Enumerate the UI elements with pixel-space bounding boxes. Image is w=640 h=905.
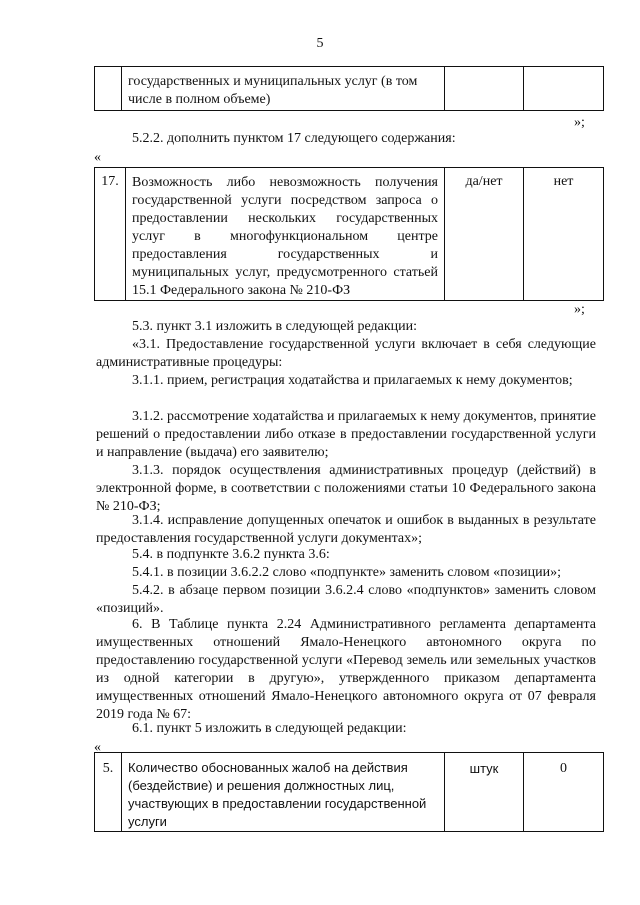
table-cell-unit [445, 753, 524, 832]
page-number: 5 [316, 36, 324, 51]
table-cell-value [524, 753, 604, 832]
table-cell-num [95, 168, 126, 301]
item-number: 5. [102, 761, 114, 776]
item-unit: штук [469, 761, 499, 776]
paragraph: 3.1.2. рассмотрение ходатайства и прилагаемых к нему документов, принятие решений о предоставлении либо отказе в предоставлении государственной услуги и направление (выдача) его заявителю; [96, 409, 596, 460]
table-cell-text-content: государственных и муниципальных услуг (в том числе в полном объеме) [128, 74, 418, 107]
paragraph: «3.1. Предоставление государственной услуги включает в себя следующие административные процедуры: [96, 337, 596, 370]
item-value: нет [553, 174, 574, 189]
table-cell-text [126, 168, 445, 301]
paragraph: 5.4. в подпункте 3.6.2 пункта 3.6: [132, 547, 330, 562]
paragraph-5-2-2: 5.2.2. дополнить пунктом 17 следующего содержания: [132, 131, 456, 146]
table-row [95, 67, 604, 111]
item-value: 0 [560, 761, 567, 776]
opening-quote: « [94, 740, 101, 755]
table-cell-value [524, 67, 604, 111]
paragraph: 5.3. пункт 3.1 изложить в следующей редакции: [132, 319, 417, 334]
closing-quote: »; [574, 115, 585, 130]
paragraph: 3.1.4. исправление допущенных опечаток и ошибок в выданных в результате предоставления государственной услуги документах»; [96, 513, 596, 546]
paragraph: 5.4.1. в позиции 3.6.2.2 слово «подпункте» заменить словом «позиции»; [132, 565, 561, 580]
paragraph: 6. В Таблице пункта 2.24 Административного регламента департамента имущественных отношений Ямало-Ненецкого автономного округа по предоставлению государственной услуги «Перевод земель или земельных участков из одной категории в другую», утвержденного приказом департамента имущественных отношений Ямало-Ненецкого автономного округа от 07 февраля 2019 года № 67: [96, 617, 596, 722]
closing-quote: »; [574, 302, 585, 317]
paragraph: 6.1. пункт 5 изложить в следующей редакции: [132, 721, 407, 736]
table-cell-unit [445, 168, 524, 301]
item-unit: да/нет [465, 174, 503, 189]
table-cell-text [122, 67, 445, 111]
table-row [95, 753, 604, 832]
table-item-17 [94, 167, 604, 301]
item-description: Возможность либо невозможность получения государственной услуги посредством запроса о предоставлении нескольких государственных услуг в многофункциональном центре предоставления государственных и муниципальных услуг, предусмотренного статьей 15.1 Федерального закона № 210-ФЗ [132, 175, 438, 298]
table-top-fragment [94, 66, 604, 111]
table-cell-unit [445, 67, 524, 111]
opening-quote: « [94, 150, 101, 165]
table-row [95, 168, 604, 301]
table-item-5 [94, 752, 604, 832]
paragraph: 5.4.2. в абзаце первом позиции 3.6.2.4 слово «подпунктов» заменить словом «позиций». [96, 583, 596, 616]
paragraph: 3.1.3. порядок осуществления административных процедур (действий) в электронной форме, в соответствии с положениями статьи 10 Федерального закона № 210-ФЗ; [96, 463, 596, 514]
table-cell-num [95, 67, 122, 111]
table-cell-value [524, 168, 604, 301]
item-number: 17. [101, 174, 119, 189]
table-cell-text [122, 753, 445, 832]
table-cell-num [95, 753, 122, 832]
paragraph: 3.1.1. прием, регистрация ходатайства и прилагаемых к нему документов; [132, 373, 573, 388]
item-description: Количество обоснованных жалоб на действия (бездействие) и решения должностных лиц, участвующих в предоставлении государственной услуги [128, 760, 427, 829]
